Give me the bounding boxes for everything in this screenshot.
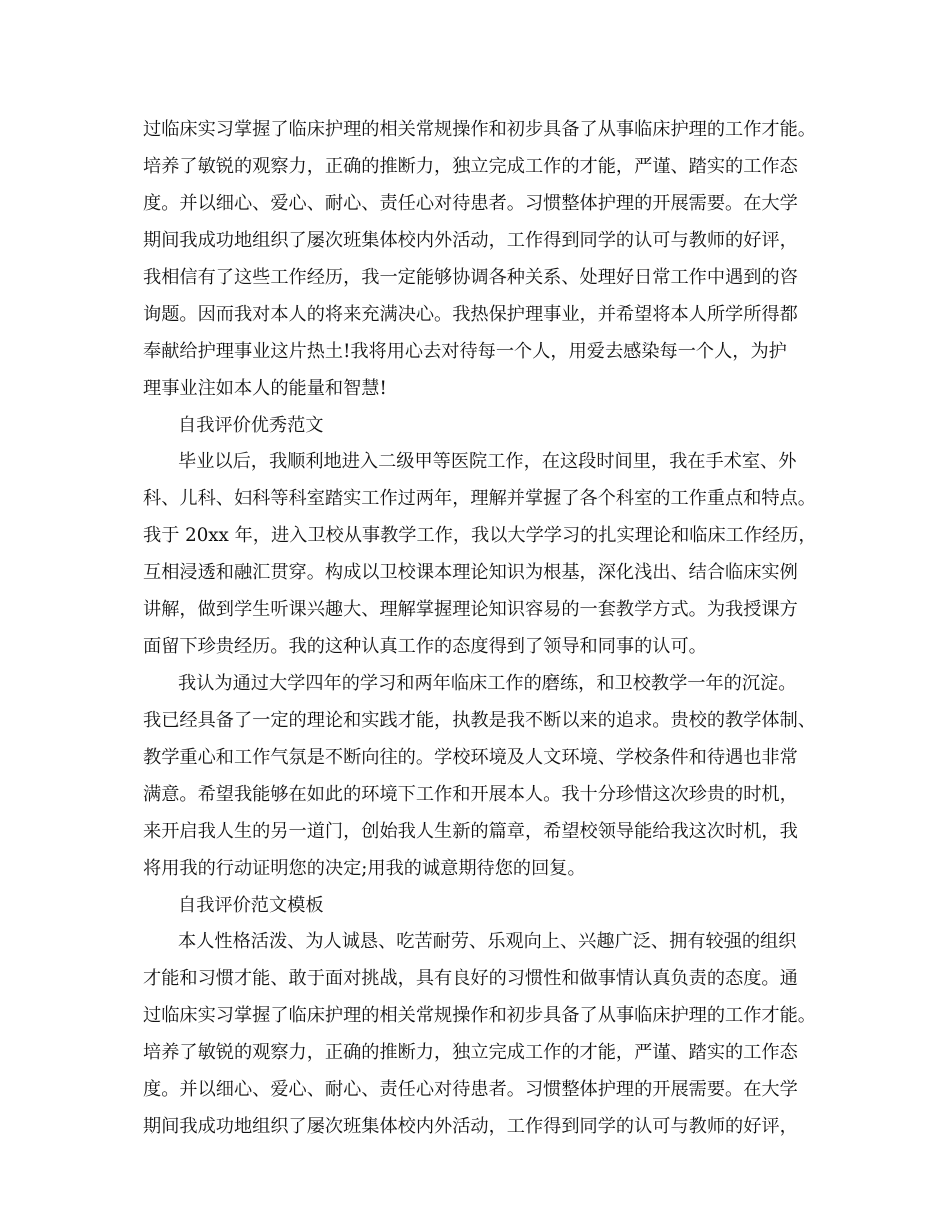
section-heading: 自我评价范文模板 — [178, 895, 324, 916]
text-line: 本人性格活泼、为人诚恳、吃苦耐劳、乐观向上、兴趣广泛、拥有较强的组织 — [178, 931, 797, 952]
text-line: 教学重心和工作气氛是不断向往的。学校环境及人文环境、学校条件和待遇也非常 — [143, 747, 798, 768]
text-line: 期间我成功地组织了屡次班集体校内外活动，工作得到同学的认可与教师的好评， — [143, 230, 798, 251]
text-line: 奉献给护理事业这片热土!我将用心去对待每一个人，用爱去感染每一个人，为护 — [143, 341, 787, 362]
text-line: 将用我的行动证明您的决定;用我的诚意期待您的回复。 — [143, 858, 586, 879]
text-line: 才能和习惯才能、敢于面对挑战，具有良好的习惯性和做事情认真负责的态度。通 — [143, 968, 798, 989]
text-line: 我相信有了这些工作经历，我一定能够协调各种关系、处理好日常工作中遇到的咨 — [143, 267, 798, 288]
text-line: 互相浸透和融汇贯穿。构成以卫校课本理论知识为根基，深化浅出、结合临床实例 — [143, 562, 798, 583]
text-line: 科、儿科、妇科等科室踏实工作过两年，理解并掌握了各个科室的工作重点和特点。 — [143, 488, 816, 509]
text-line: 我于 20xx 年，进入卫校从事教学工作，我以大学学习的扎实理论和临床工作经历， — [143, 525, 817, 546]
text-line: 我已经具备了一定的理论和实践才能，执教是我不断以来的追求。贵校的教学体制、 — [143, 710, 816, 731]
section-heading: 自我评价优秀范文 — [178, 415, 324, 436]
text-line: 过临床实习掌握了临床护理的相关常规操作和初步具备了从事临床护理的工作才能。 — [143, 119, 816, 140]
text-line: 度。并以细心、爱心、耐心、责任心对待患者。习惯整体护理的开展需要。在大学 — [143, 193, 798, 214]
text-line: 期间我成功地组织了屡次班集体校内外活动，工作得到同学的认可与教师的好评， — [143, 1116, 798, 1137]
text-line: 来开启我人生的另一道门，创始我人生新的篇章，希望校领导能给我这次时机，我 — [143, 821, 798, 842]
text-line: 毕业以后，我顺利地进入二级甲等医院工作，在这段时间里，我在手术室、外 — [178, 451, 797, 472]
text-line: 过临床实习掌握了临床护理的相关常规操作和初步具备了从事临床护理的工作才能。 — [143, 1005, 816, 1026]
text-line: 询题。因而我对本人的将来充满决心。我热保护理事业，并希望将本人所学所得都 — [143, 304, 798, 325]
text-line: 我认为通过大学四年的学习和两年临床工作的磨练，和卫校教学一年的沉淀。 — [178, 673, 797, 694]
text-line: 面留下珍贵经历。我的这种认真工作的态度得到了领导和同事的认可。 — [143, 636, 707, 657]
text-line: 培养了敏锐的观察力，正确的推断力，独立完成工作的才能，严谨、踏实的工作态 — [143, 156, 798, 177]
text-line: 度。并以细心、爱心、耐心、责任心对待患者。习惯整体护理的开展需要。在大学 — [143, 1079, 798, 1100]
text-line: 培养了敏锐的观察力，正确的推断力，独立完成工作的才能，严谨、踏实的工作态 — [143, 1042, 798, 1063]
text-line: 理事业注如本人的能量和智慧! — [143, 378, 387, 399]
text-line: 满意。希望我能够在如此的环境下工作和开展本人。我十分珍惜这次珍贵的时机， — [143, 784, 798, 805]
text-line: 讲解，做到学生听课兴趣大、理解掌握理论知识容易的一套教学方式。为我授课方 — [143, 599, 798, 620]
